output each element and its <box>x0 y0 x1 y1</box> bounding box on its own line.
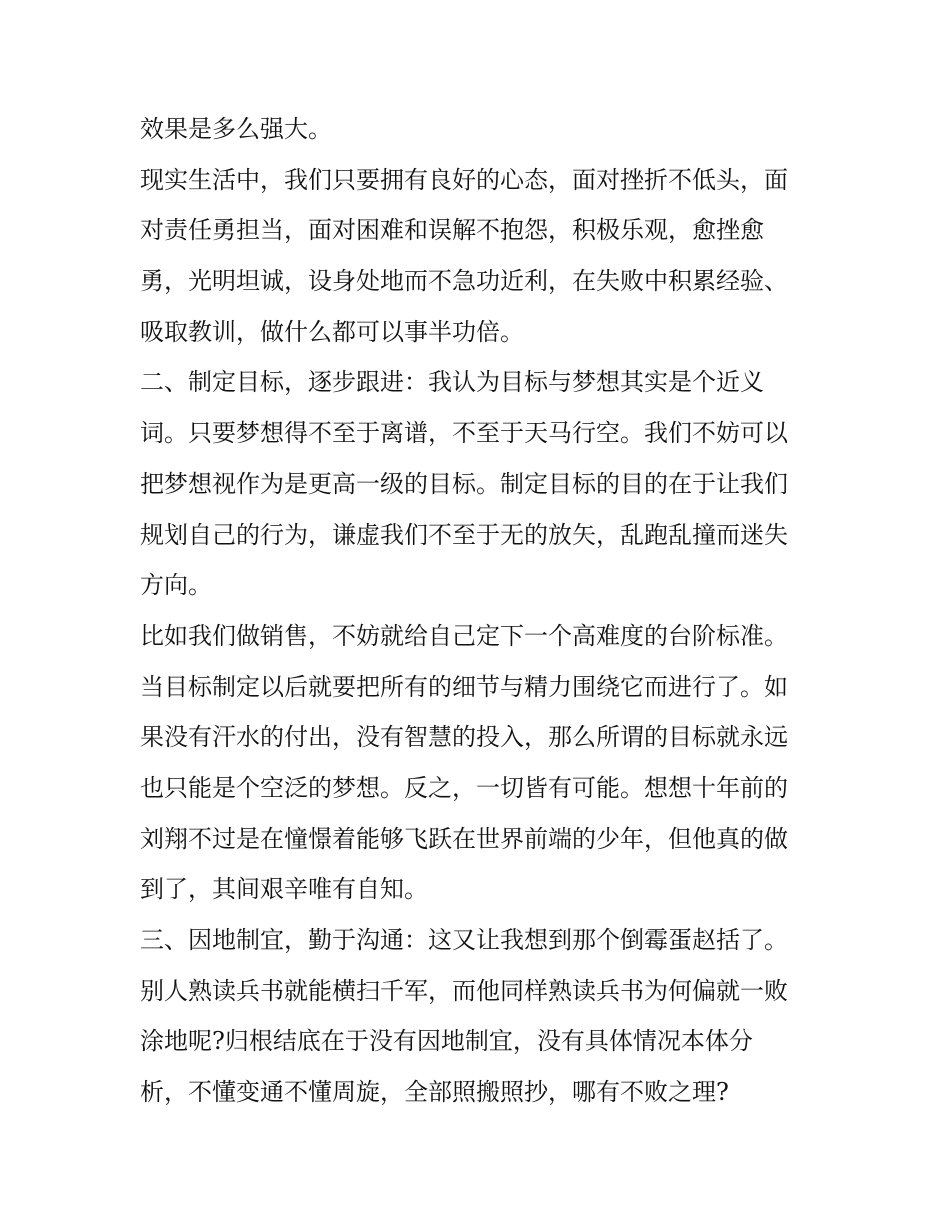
text-line: 现实生活中，我们只要拥有良好的心态，面对挫折不低头，面 <box>140 165 788 194</box>
text-line: 规划自己的行为，谦虚我们不至于无的放矢，乱跑乱撞而迷失 <box>140 520 788 549</box>
text-line: 别人熟读兵书就能横扫千军，而他同样熟读兵书为何偏就一败 <box>140 976 788 1005</box>
text-line: 三、因地制宜，勤于沟通：这又让我想到那个倒霉蛋赵括了。 <box>140 926 788 954</box>
text-line: 也只能是个空泛的梦想。反之，一切皆有可能。想想十年前的 <box>140 773 788 802</box>
text-line: 到了，其间艰辛唯有自知。 <box>140 875 428 904</box>
text-line: 刘翔不过是在憧憬着能够飞跃在世界前端的少年，但他真的做 <box>140 824 788 853</box>
text-line: 把梦想视作为是更高一级的目标。制定目标的目的在于让我们 <box>140 469 788 498</box>
text-line: 吸取教训，做什么都可以事半功倍。 <box>140 317 524 346</box>
text-line: 果没有汗水的付出，没有智慧的投入，那么所谓的目标就永远 <box>140 723 788 752</box>
text-line: 二、制定目标，逐步跟进：我认为目标与梦想其实是个近义 <box>140 368 764 397</box>
text-line: 效果是多么强大。 <box>140 115 332 143</box>
text-line: 比如我们做销售，不妨就给自己定下一个高难度的台阶标准。 <box>140 621 788 650</box>
text-line: 当目标制定以后就要把所有的细节与精力围绕它而进行了。如 <box>140 672 788 701</box>
text-line: 对责任勇担当，面对困难和误解不抱怨，积极乐观，愈挫愈 <box>140 216 764 245</box>
text-line: 勇，光明坦诚，设身处地而不急功近利，在失败中积累经验、 <box>140 267 788 296</box>
text-line: 方向。 <box>140 571 212 600</box>
text-line: 析，不懂变通不懂周旋，全部照搬照抄，哪有不败之理? <box>140 1078 729 1107</box>
text-line: 涂地呢?归根结底在于没有因地制宜，没有具体情况本体分 <box>140 1027 753 1056</box>
text-line: 词。只要梦想得不至于离谱，不至于天马行空。我们不妨可以 <box>140 419 788 448</box>
document-body <box>140 104 820 1118</box>
